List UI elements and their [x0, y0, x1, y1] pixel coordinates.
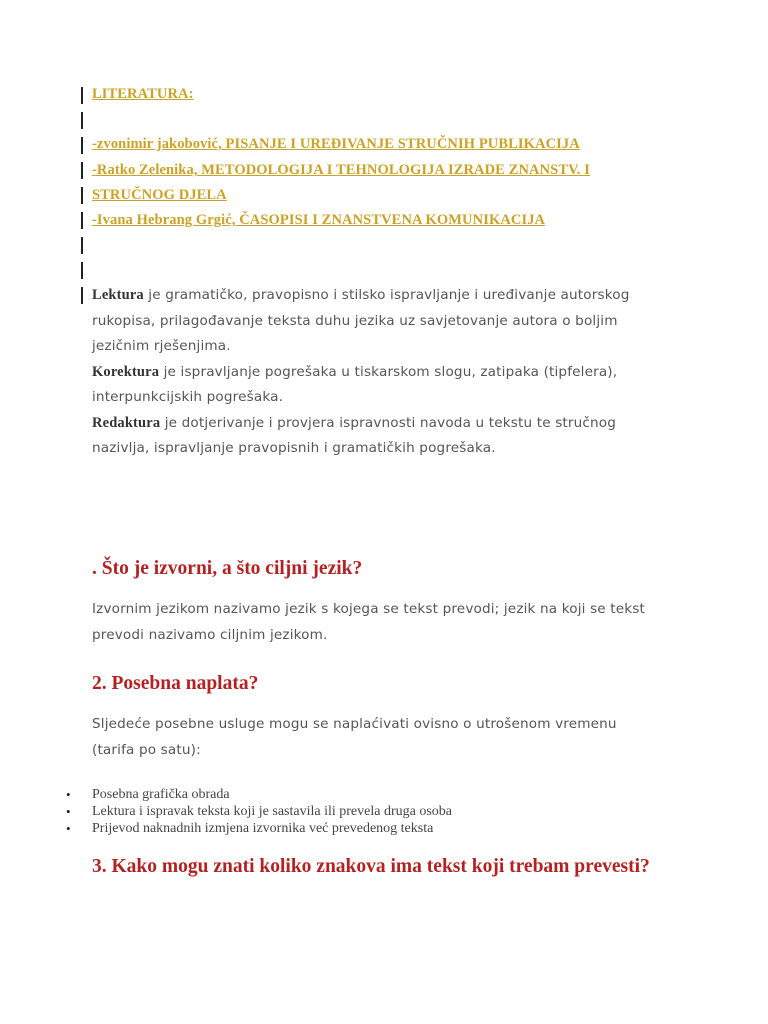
literature-heading[interactable]: LITERATURA: — [92, 86, 194, 102]
definition-text: je gramatičko, pravopisno i stilsko ispravljanje i uređivanje autorskog rukopisa, prilagođavanje teksta duhu jezika uz savjetovanje autora o boljim jezičnim rješenjima. — [92, 287, 630, 354]
definition-redaktura — [92, 411, 652, 462]
definition-term: Lektura — [92, 287, 144, 303]
change-bar — [81, 187, 83, 204]
change-bar — [81, 162, 83, 179]
change-bar — [81, 237, 83, 254]
definition-term: Korektura — [92, 363, 160, 380]
definition-text: je dotjerivanje i provjera ispravnosti navoda u tekstu te stručnog nazivlja, ispravljanje pravopisnih i gramatičkih pogrešaka. — [92, 414, 617, 456]
change-bar — [81, 262, 83, 279]
question-heading: 3. Kako mogu znati koliko znakova ima tekst koji trebam prevesti? — [92, 856, 650, 877]
answer-paragraph: Izvornim jezikom nazivamo jezik s kojega se tekst prevodi; jezik na koji se tekst prevodi nazivamo ciljnim jezikom. — [92, 601, 646, 643]
literature-item[interactable]: -Ratko Zelenika, METODOLOGIJA I TEHNOLOGIJA IZRADE ZNANSTV. I — [92, 162, 590, 178]
definition-term: Redaktura — [92, 414, 161, 431]
definition-korektura — [92, 360, 652, 411]
list-item: • Lektura i ispravak teksta koji je sastavila ili prevela druga osoba — [0, 803, 452, 820]
change-bar — [81, 137, 83, 154]
definition-text: je ispravljanje pogrešaka u tiskarskom slogu, zatipaka (tipfelera), interpunkcijskih pogrešaka. — [92, 363, 618, 405]
definitions-block — [92, 283, 652, 462]
definition-lektura — [92, 283, 652, 360]
list-item: • Prijevod naknadnih izmjena izvornika već prevedenog teksta — [0, 820, 452, 837]
change-bar — [81, 212, 83, 229]
change-bar — [81, 287, 83, 304]
literature-item[interactable]: STRUČNOG DJELA — [92, 187, 227, 203]
list-item: • Posebna grafička obrada — [0, 786, 452, 803]
question-heading: . Što je izvorni, a što ciljni jezik? — [92, 558, 363, 579]
answer-paragraph: Sljedeće posebne usluge mogu se naplaćivati ovisno o utrošenom vremenu (tarifa po satu): — [92, 716, 617, 758]
bullet-list — [0, 786, 452, 837]
question-heading: 2. Posebna naplata? — [92, 673, 259, 694]
change-bar — [81, 112, 83, 129]
change-bar — [81, 87, 83, 104]
literature-item[interactable]: -zvonimir jakobović, PISANJE I UREĐIVANJE STRUČNIH PUBLIKACIJA — [92, 136, 580, 152]
literature-item[interactable]: -Ivana Hebrang Grgić, ČASOPISI I ZNANSTVENA KOMUNIKACIJA — [92, 212, 546, 228]
